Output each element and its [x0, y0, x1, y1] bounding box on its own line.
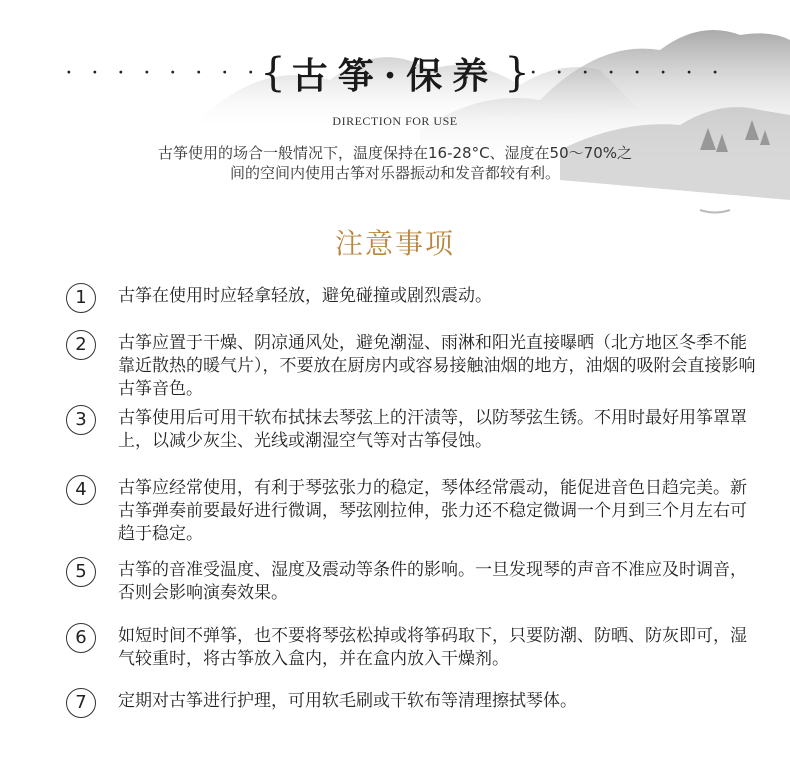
header-dots-right: · · · · · · · · [529, 60, 725, 86]
item-text: 古筝在使用时应轻拿轻放，避免碰撞或剧烈震动。 [118, 286, 492, 306]
item-text: 古筝应经常使用，有利于琴弦张力的稳定，琴体经常震动，能促进音色日趋完美。新古筝弹奏前要最好进行微调，琴弦刚拉伸，张力还不稳定微调一个月到三个月左右可趋于稳定。 [118, 478, 747, 544]
intro-paragraph [100, 143, 690, 183]
header-dots-left: · · · · · · · · [65, 60, 261, 86]
item-number-circle: 1 [66, 283, 96, 313]
page-title: 古筝·保养 [291, 54, 499, 97]
item-number-circle: 3 [66, 405, 96, 435]
item-text: 古筝使用后可用干软布拭抹去琴弦上的汗渍等，以防琴弦生锈。不用时最好用筝罩罩上，以减少灰尘、光线或潮湿空气等对古筝侵蚀。 [118, 408, 747, 451]
item-number-circle: 6 [66, 623, 96, 653]
boat [700, 210, 730, 213]
item-number-circle: 5 [66, 557, 96, 587]
header-brace-left: { [260, 50, 286, 96]
notice-title: 注意事项 [334, 227, 455, 260]
item-text: 定期对古筝进行护理，可用软毛刷或干软布等清理擦拭琴体。 [118, 691, 577, 711]
header-brace-right: } [504, 50, 530, 96]
item-text: 如短时间不弹筝，也不要将琴弦松掉或将筝码取下，只要防潮、防晒、防灰即可，湿气较重时，将古筝放入盒内，并在盒内放入干燥剂。 [118, 626, 747, 669]
page-subtitle: DIRECTION FOR USE [332, 114, 458, 128]
item-text: 古筝的音准受温度、湿度及震动等条件的影响。一旦发现琴的声音不准应及时调音，否则会影响演奏效果。 [118, 560, 747, 603]
intro-line-1: 古筝使用的场合一般情况下，温度保持在16-28°C、湿度在50～70%之 [158, 144, 632, 162]
item-number-circle: 4 [66, 475, 96, 505]
item-text: 古筝应置于干燥、阴凉通风处，避免潮湿、雨淋和阳光直接曝晒（北方地区冬季不能靠近散热的暖气片），不要放在厨房内或容易接触油烟的地方，油烟的吸附会直接影响古筝音色。 [118, 333, 756, 399]
page-header [0, 38, 790, 108]
item-number-circle: 7 [66, 688, 96, 718]
item-number-circle: 2 [66, 330, 96, 360]
intro-line-2: 间的空间内使用古筝对乐器振动和发音都较有利。 [229, 164, 560, 182]
